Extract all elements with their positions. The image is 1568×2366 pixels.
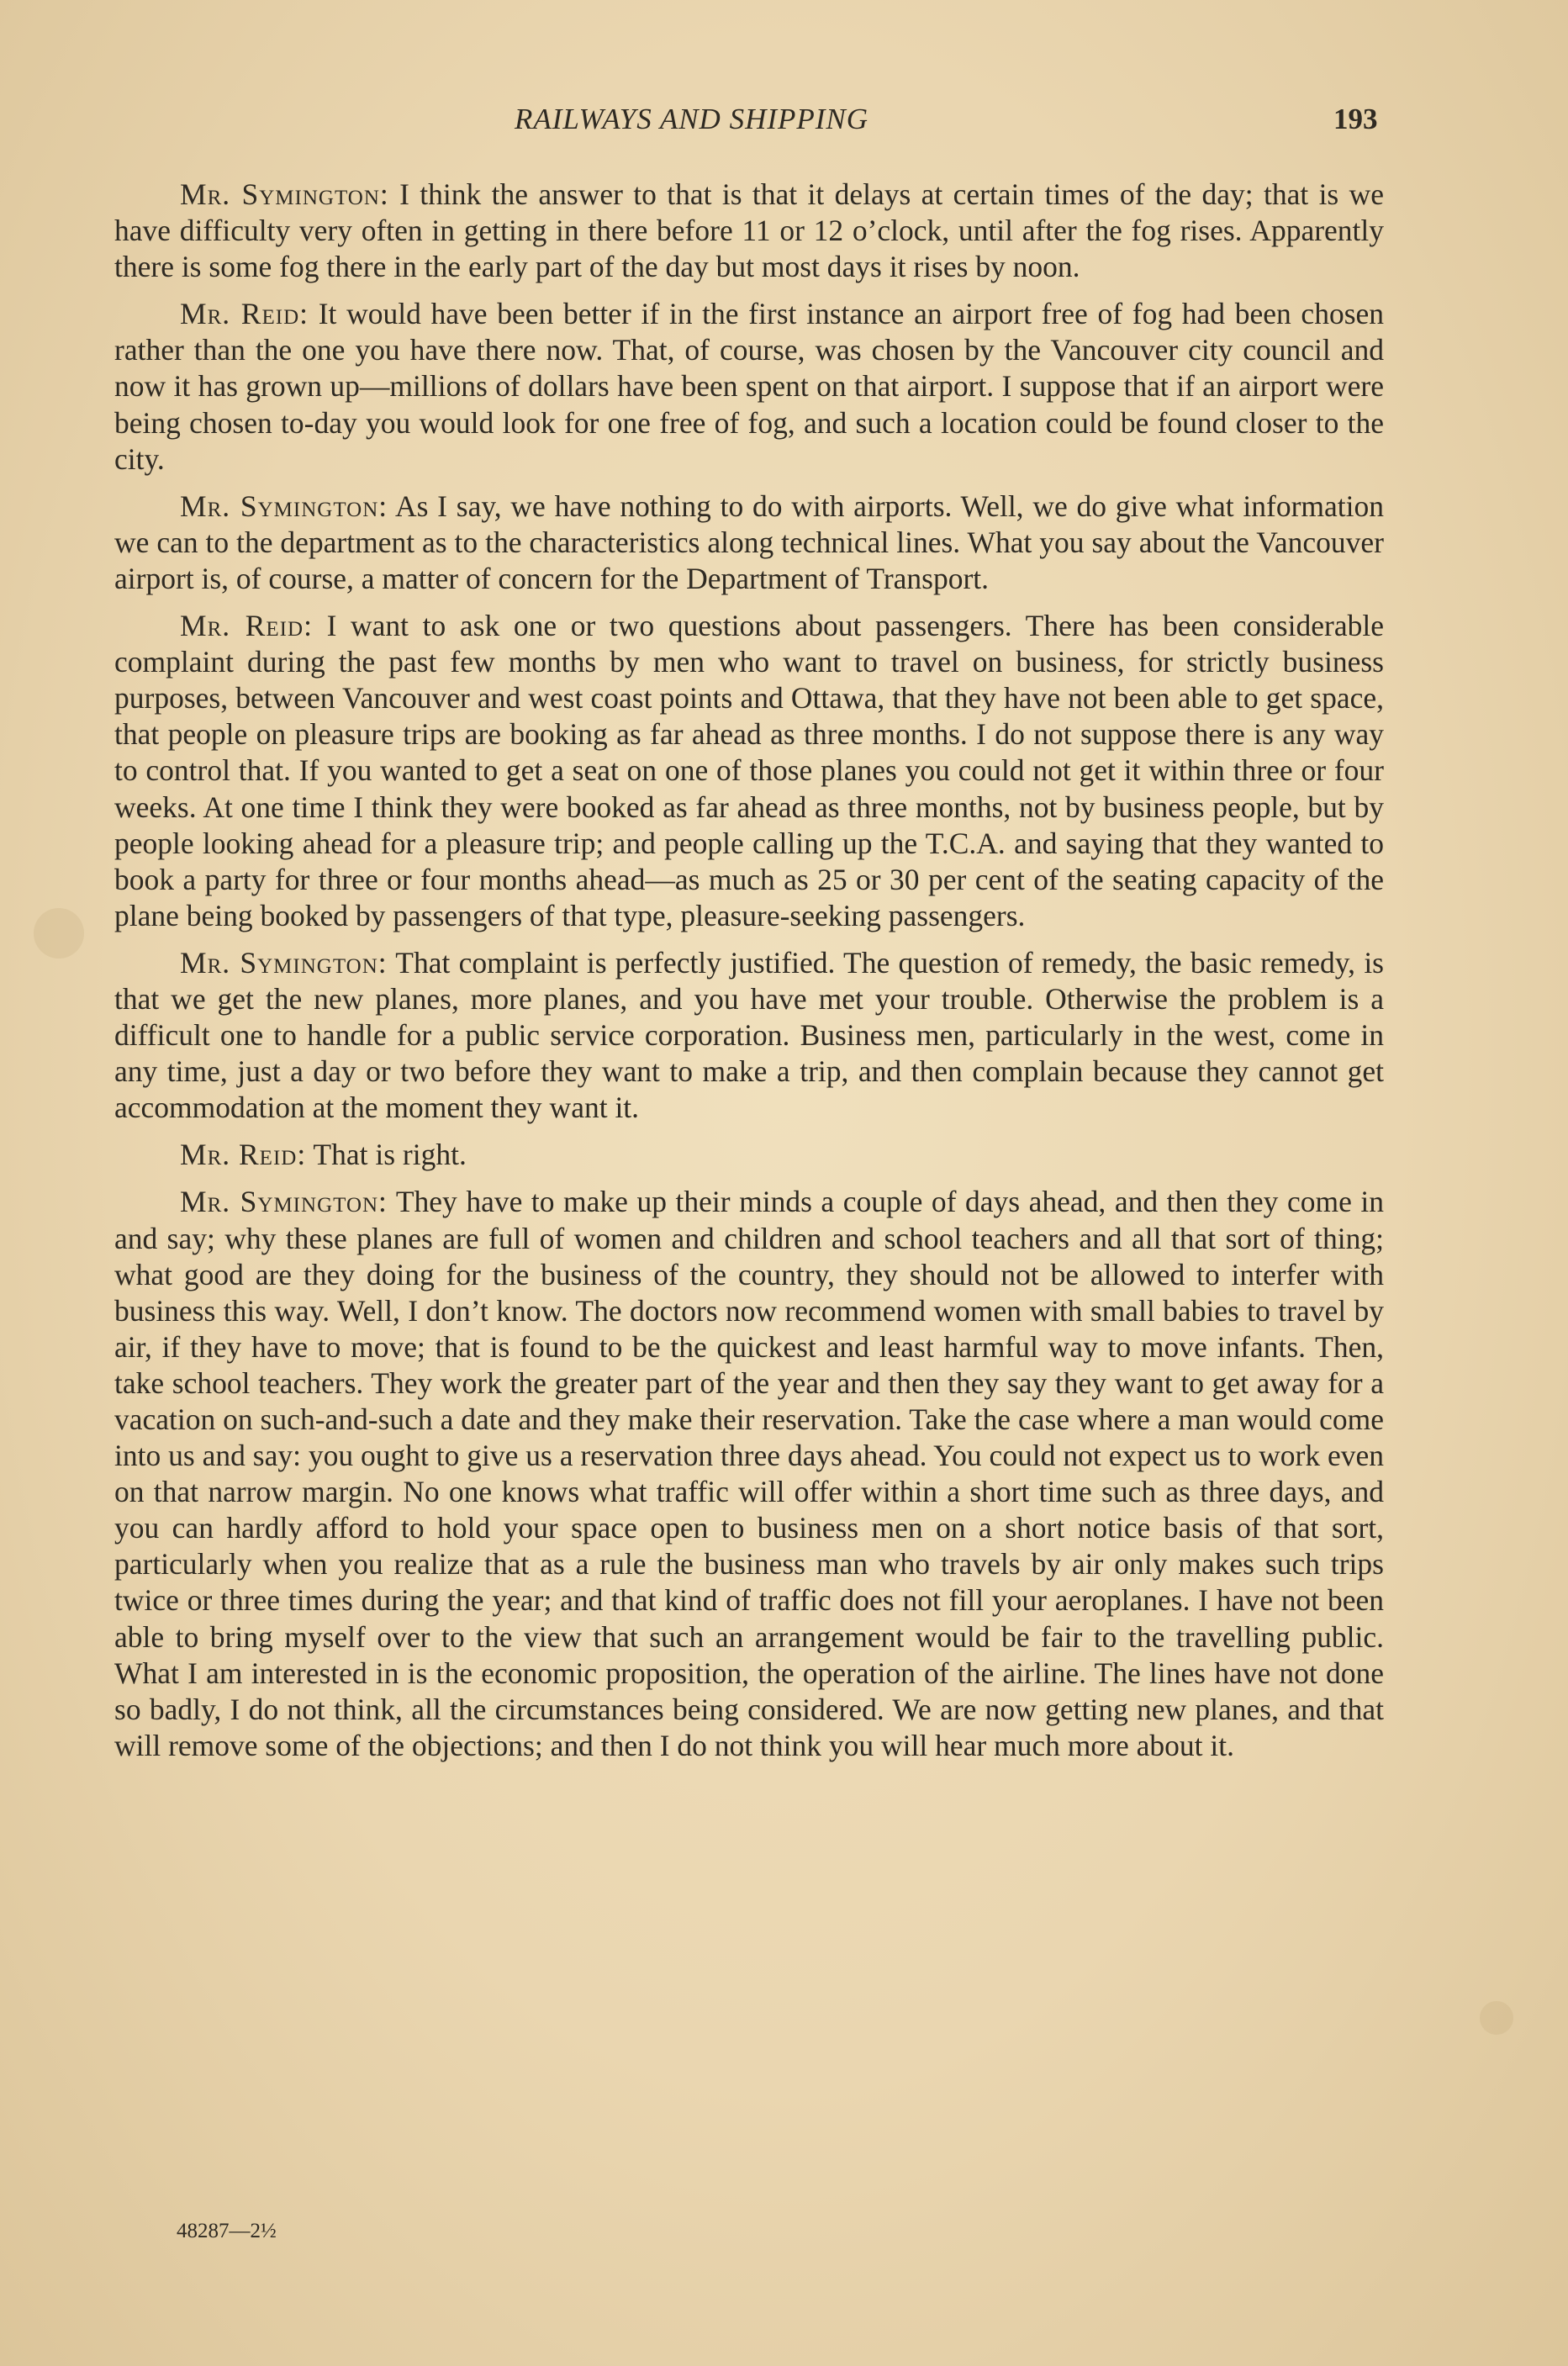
- speaker-name: Mr. Symington:: [180, 489, 388, 523]
- paper-stain: [1480, 2001, 1513, 2035]
- print-code: 48287—2½: [177, 2220, 277, 2242]
- paragraph-text: As I say, we have nothing to do with airports. Well, we do give what information we can to the department as to the characteristics along technical lines. What you say about the Vancouver airport is, of course, a matter of concern for the Department of Transport.: [114, 489, 1385, 595]
- speaker-name: Mr. Reid:: [180, 297, 309, 331]
- transcript-paragraph: [114, 1184, 1384, 1764]
- running-head: [0, 103, 1568, 145]
- speaker-name: Mr. Reid:: [180, 609, 313, 643]
- running-title: RAILWAYS AND SHIPPING: [515, 103, 869, 135]
- page-number: 193: [1333, 103, 1378, 135]
- transcript-paragraph: [114, 1137, 1384, 1173]
- paragraph-text: I think the answer to that is that it delays at certain times of the day; that is we have difficulty very often in getting in there before 11 or 12 o’clock, until after the fog rises. Apparently there is some fog there in the early part of the day but most days it rises by noon.: [114, 177, 1385, 284]
- transcript-paragraph: [114, 177, 1384, 285]
- transcript-paragraph: [114, 489, 1384, 597]
- paragraph-text: I want to ask one or two questions about passengers. There has been considerable complaint during the past few months by men who want to travel on business, for strictly business purposes, between Vancouver and west coast points and Ottawa, that they have not been able to get space, that people on pleasure trips are booking as far ahead as three months. I do not suppose there is any way to control that. If you wanted to get a seat on one of those planes you could not get it within three or four weeks. At one time I think they were booked as far ahead as three months, not by business people, but by people looking ahead for a pleasure trip; and people calling up the T.C.A. and saying that they wanted to book a party for three or four months ahead—as much as 25 or 30 per cent of the seating capacity of the plane being booked by passengers of that type, pleasure-seeking passengers.: [114, 609, 1384, 932]
- paragraph-text: That is right.: [313, 1138, 467, 1172]
- paper-stain: [34, 908, 84, 959]
- speaker-name: Mr. Reid:: [180, 1138, 307, 1172]
- speaker-name: Mr. Symington:: [180, 177, 389, 211]
- transcript-body: [114, 177, 1384, 1775]
- paragraph-text: They have to make up their minds a couple of days ahead, and then they come in and say; why these planes are full of women and children and school teachers and all that sort of thing; what good are they doing for the business of the country, they should not be allowed to interfer with business this way. Well, I don’t know. The doctors now recommend women with small babies to travel by air, if they have to move; that is found to be the quickest and least harmful way to move infants. Then, take school teachers. They work the greater part of the year and then they say they want to get away for a vacation on such-and-such a date and they make their reservation. Take the case where a man would come into us and say: you ought to give us a reservation three days ahead. You could not expect us to work even on that narrow margin. No one knows what traffic will offer within a short time such as three days, and you can hardly afford to hold your space open to business men on a short notice basis of that sort, particularly when you realize that as a rule the business man who travels by air only makes such trips twice or three times during the year; and that kind of traffic does not fill your aeroplanes. I have not been able to bring myself over to the view that such an arrangement would be fair to the travelling public. What I am interested in is the economic proposition, the operation of the airline. The lines have not done so badly, I do not think, all the circumstances being considered. We are now getting new planes, and that will remove some of the objections; and then I do not think you will hear much more about it.: [114, 1185, 1384, 1762]
- paragraph-text: It would have been better if in the first instance an airport free of fog had been chosen rather than the one you have there now. That, of course, was chosen by the Vancouver city council and now it has grown up—millions of dollars have been spent on that airport. I suppose that if an airport were being chosen to-day you would look for one free of fog, and such a location could be found closer to the city.: [114, 297, 1385, 476]
- transcript-paragraph: [114, 945, 1384, 1126]
- transcript-paragraph: [114, 296, 1384, 477]
- speaker-name: Mr. Symington:: [180, 1185, 388, 1219]
- transcript-paragraph: [114, 608, 1384, 934]
- paragraph-text: That complaint is perfectly justified. The question of remedy, the basic remedy, is that we get the new planes, more planes, and you have met your trouble. Otherwise the problem is a difficult one to handle for a public service corporation. Business men, particularly in the west, come in any time, just a day or two before they want to make a trip, and then complain because they cannot get accommodation at the moment they want it.: [114, 945, 1384, 1125]
- speaker-name: Mr. Symington:: [180, 945, 388, 980]
